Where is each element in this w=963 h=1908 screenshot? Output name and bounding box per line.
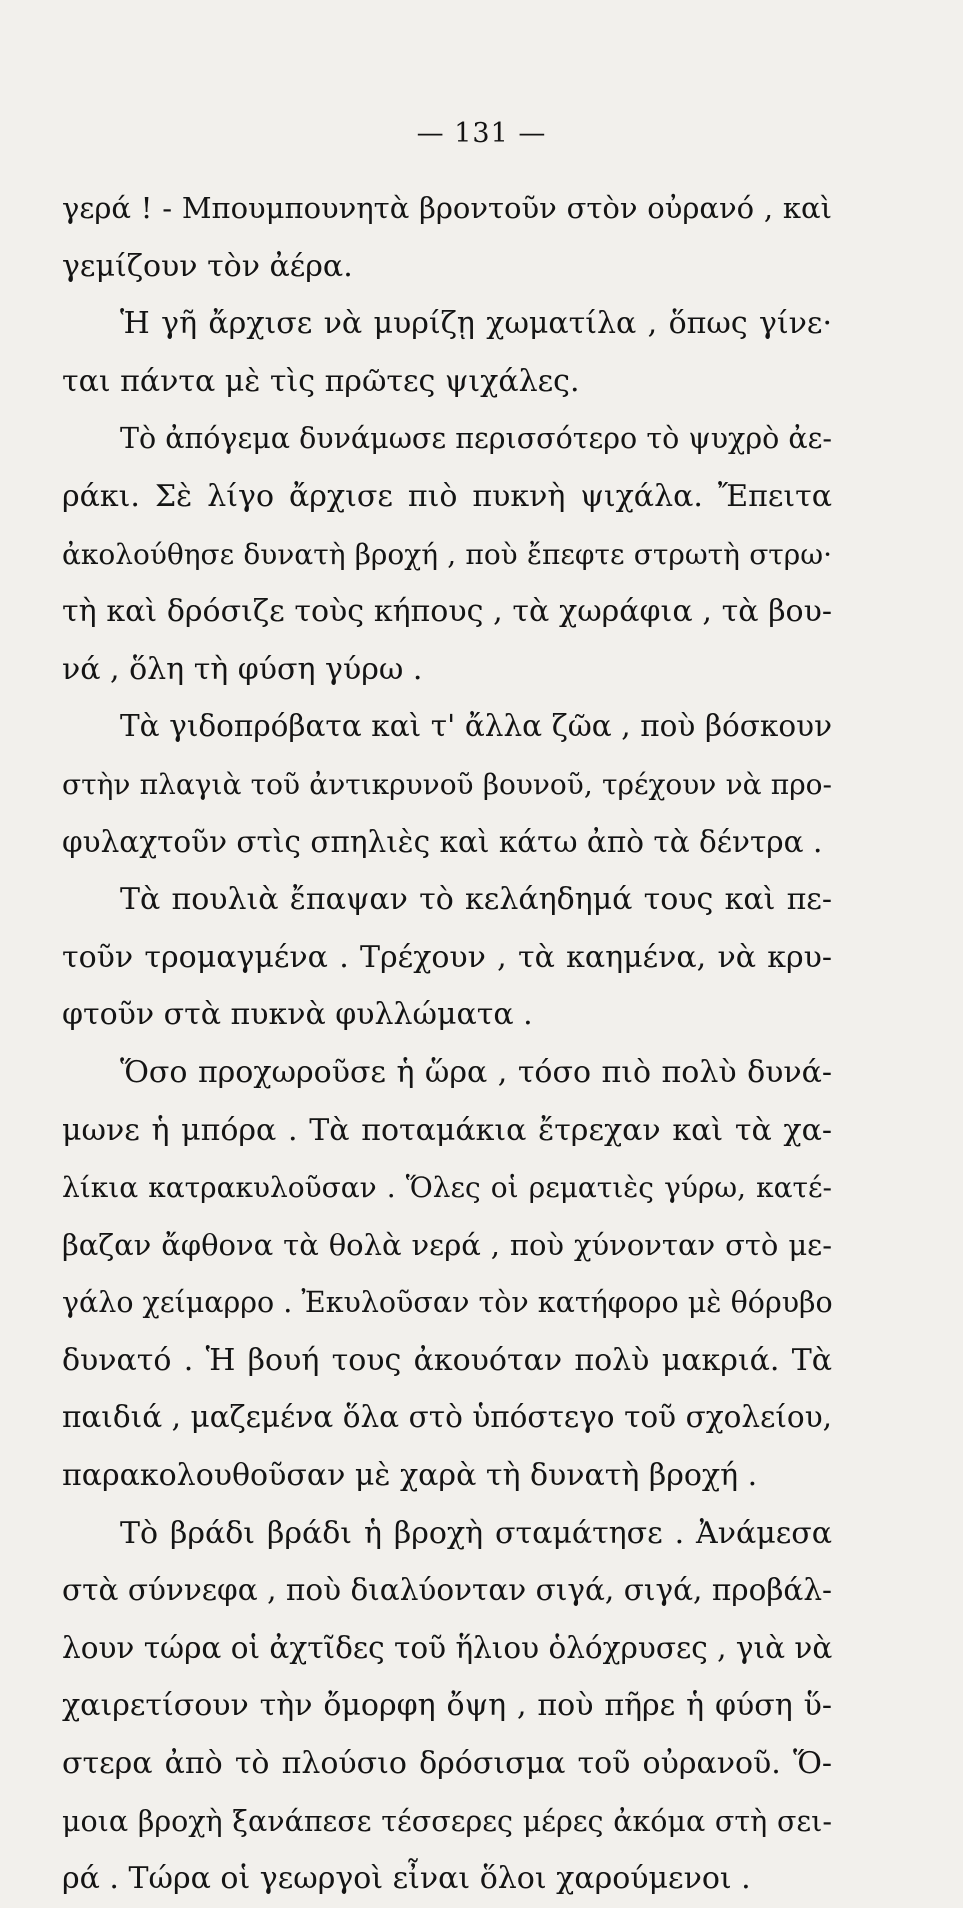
text-line: νά , ὅλη τὴ φύση γύρω . (62, 651, 423, 687)
text-line: τὴ καὶ δρόσιζε τοὺς κήπους , τὰ χωράφια , τὰ βου- (62, 594, 832, 630)
text-line: παιδιά , μαζεμένα ὅλα στὸ ὑπόστεγο τοῦ σχολείου, (62, 1400, 832, 1435)
text-line: φτοῦν στὰ πυκνὰ φυλλώματα . (62, 997, 533, 1033)
text-line: Τὸ βράδι βράδι ἡ βροχὴ σταμάτησε . Ἀνάμεσα (120, 1515, 832, 1551)
text-line: στὰ σύννεφα , ποὺ διαλύονταν σιγά, σιγά, προβάλ- (62, 1573, 832, 1608)
text-line: λουν τώρα οἱ ἀχτῖδες τοῦ ἥλιου ὁλόχρυσες , γιὰ νὰ (62, 1630, 833, 1665)
text-line: παρακολουθοῦσαν μὲ χαρὰ τὴ δυνατὴ βροχή . (62, 1458, 758, 1494)
text-line: Ὅσο προχωροῦσε ἡ ὥρα , τόσο πιὸ πολὺ δυνά- (120, 1054, 832, 1090)
text-line: Τὰ γιδοπρόβατα καὶ τ' ἄλλα ζῶα , ποὺ βόσκουν (120, 709, 832, 744)
text-line: δυνατό . Ἡ βουή τους ἀκουόταν πολὺ μακριά. Τὰ (62, 1342, 832, 1378)
text-line: ἀκολούθησε δυνατὴ βροχή , ποὺ ἔπεφτε στρωτὴ στρω· (62, 537, 832, 571)
text-line: γάλο χείμαρρο . Ἐκυλοῦσαν τὸν κατήφορο μὲ θόρυβο (62, 1286, 833, 1320)
text-line: γερά ! - Μπουμπουνητὰ βροντοῦν στὸν οὐρανό , καὶ (62, 191, 832, 225)
text-line: λίκια κατρακυλοῦσαν . Ὅλες οἱ ρεματιὲς γύρω, κατέ- (62, 1171, 832, 1205)
text-line: χαιρετίσουν τὴν ὄμορφη ὄψη , ποὺ πῆρε ἡ φύση ὕ- (62, 1688, 832, 1724)
text-line: Ἡ γῆ ἄρχισε νὰ μυρίζῃ χωματίλα , ὅπως γίνε· (120, 306, 832, 342)
text-line: φυλαχτοῦν στὶς σπηλιὲς καὶ κάτω ἀπὸ τὰ δέντρα . (62, 824, 823, 859)
text-line: μοια βροχὴ ξανάπεσε τέσσερες μέρες ἀκόμα στὴ σει- (62, 1804, 832, 1838)
page-number: — 131 — (416, 118, 547, 149)
text-line: ται πάντα μὲ τὶς πρῶτες ψιχάλες. (62, 363, 580, 399)
text-line: Τὸ ἀπόγεμα δυνάμωσε περισσότερο τὸ ψυχρὸ ἀε- (120, 422, 832, 456)
text-line: γεμίζουν τὸν ἀέρα. (62, 248, 353, 284)
text-line: Τὰ πουλιὰ ἔπαψαν τὸ κελάηδημά τους καὶ πε- (120, 882, 832, 918)
text-line: ρά . Τώρα οἱ γεωργοὶ εἶναι ὅλοι χαρούμενοι . (62, 1861, 751, 1897)
body-text (62, 180, 832, 1908)
text-line: μωνε ἡ μπόρα . Τὰ ποταμάκια ἔτρεχαν καὶ τὰ χα- (62, 1112, 832, 1148)
text-line: βαζαν ἄφθονα τὰ θολὰ νερά , ποὺ χύνονταν στὸ με- (62, 1227, 832, 1262)
text-line: τοῦν τρομαγμένα . Τρέχουν , τὰ καημένα, νὰ κρυ- (62, 939, 832, 975)
text-line: στὴν πλαγιὰ τοῦ ἀντικρυνοῦ βουνοῦ, τρέχουν νὰ προ- (62, 767, 832, 801)
text-line: στερα ἀπὸ τὸ πλούσιο δρόσισμα τοῦ οὐρανοῦ. Ὅ- (62, 1746, 832, 1782)
text-line: ράκι. Σὲ λίγο ἄρχισε πιὸ πυκνὴ ψιχάλα. Ἔπειτα (62, 478, 832, 514)
